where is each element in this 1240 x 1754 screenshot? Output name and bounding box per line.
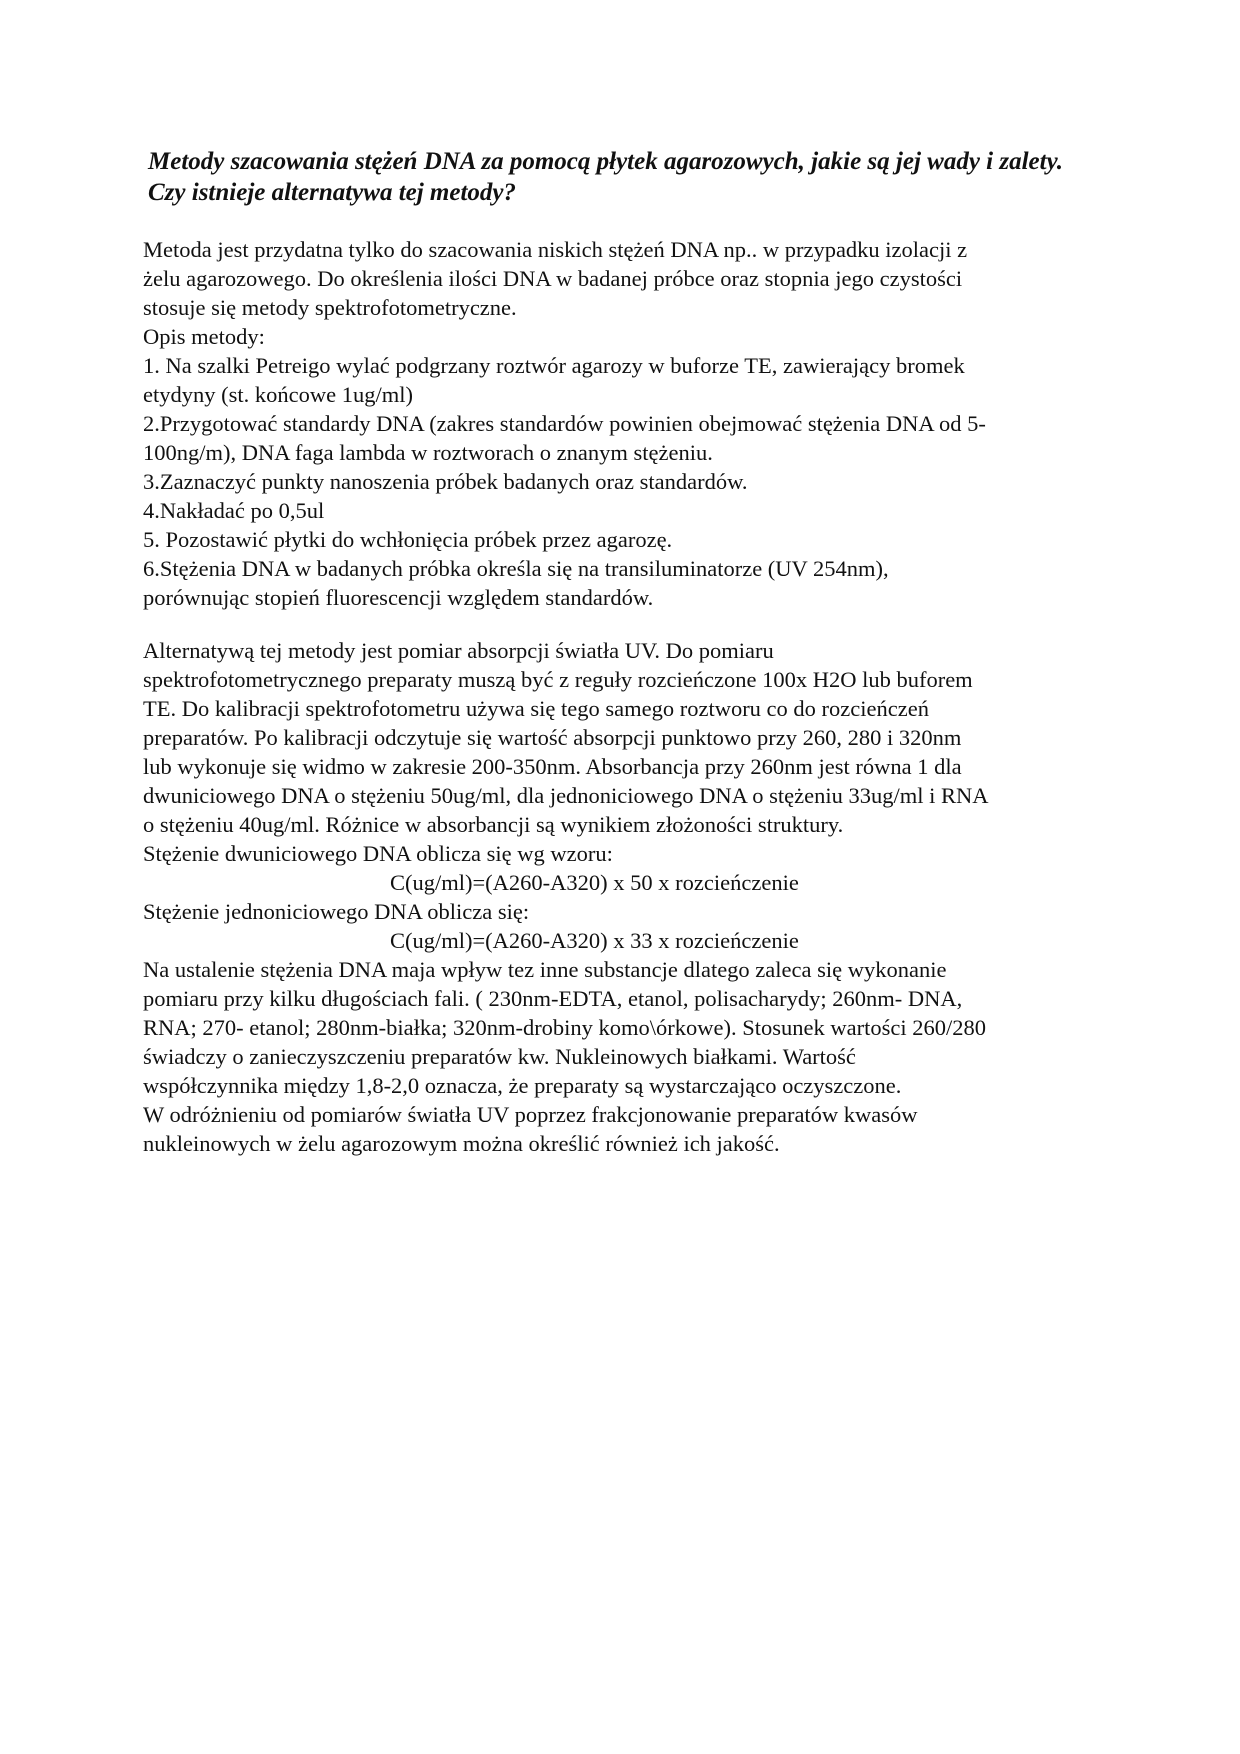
step-line: etydyny (st. końcowe 1ug/ml) xyxy=(143,382,413,407)
step-line: porównując stopień fluorescencji względem standardów. xyxy=(143,585,654,610)
text-line: spektrofotometrycznego preparaty muszą być z reguły rozcieńczone 100x H2O lub buforem xyxy=(143,667,973,692)
text-line: dwuniciowego DNA o stężeniu 50ug/ml, dla jednoniciowego DNA o stężeniu 33ug/ml i RNA xyxy=(143,783,989,808)
text-line: RNA; 270- etanol; 280nm-białka; 320nm-drobiny komo\órkowe). Stosunek wartości 260/280 xyxy=(143,1015,987,1040)
step-line: 100ng/m), DNA faga lambda w roztworach o znanym stężeniu. xyxy=(143,440,713,465)
text-line: lub wykonuje się widmo w zakresie 200-350nm. Absorbancja przy 260nm jest równa 1 dla xyxy=(143,754,962,779)
text-line: W odróżnieniu od pomiarów światła UV poprzez frakcjonowanie preparatów kwasów xyxy=(143,1102,918,1127)
text-line: pomiaru przy kilku długościach fali. ( 230nm-EDTA, etanol, polisacharydy; 260nm- DNA, xyxy=(143,986,963,1011)
text-line: nukleinowych w żelu agarozowym można określić również ich jakość. xyxy=(143,1131,780,1156)
step-line: 4.Nakładać po 0,5ul xyxy=(143,498,325,523)
text-line: stosuje się metody spektrofotometryczne. xyxy=(143,295,517,320)
document-title: Metody szacowania stężeń DNA za pomocą płytek agarozowych, jakie są jej wady i zalety. Czy istnieje alternatywa tej metody? xyxy=(148,148,1063,206)
formula-single-strand: C(ug/ml)=(A260-A320) x 33 x rozcieńczenie xyxy=(390,928,799,953)
text-line: TE. Do kalibracji spektrofotometru używa się tego samego roztworu co do rozcieńczeń xyxy=(143,696,929,721)
text-line: Na ustalenie stężenia DNA maja wpływ tez inne substancje dlatego zaleca się wykonanie xyxy=(143,957,947,982)
text-line: preparatów. Po kalibracji odczytuje się wartość absorpcji punktowo przy 260, 280 i 320nm xyxy=(143,725,962,750)
text-line: Metoda jest przydatna tylko do szacowania niskich stężeń DNA np.. w przypadku izolacji z xyxy=(143,237,968,262)
text-line: o stężeniu 40ug/ml. Różnice w absorbancji są wynikiem złożoności struktury. xyxy=(143,812,844,837)
step-line: 5. Pozostawić płytki do wchłonięcia próbek przez agarozę. xyxy=(143,527,673,552)
method-heading: Opis metody: xyxy=(143,324,265,349)
formula-double-strand: C(ug/ml)=(A260-A320) x 50 x rozcieńczenie xyxy=(390,870,799,895)
text-line: Stężenie jednoniciowego DNA oblicza się: xyxy=(143,899,530,924)
text-line: świadczy o zanieczyszczeniu preparatów kw. Nukleinowych białkami. Wartość xyxy=(143,1044,856,1069)
text-line: żelu agarozowego. Do określenia ilości DNA w badanej próbce oraz stopnia jego czystości xyxy=(143,266,963,291)
step-line: 1. Na szalki Petreigo wylać podgrzany roztwór agarozy w buforze TE, zawierający bromek xyxy=(143,353,965,378)
intro-section xyxy=(143,235,1103,612)
step-line: 2.Przygotować standardy DNA (zakres standardów powinien obejmować stężenia DNA od 5- xyxy=(143,411,986,436)
text-line: Stężenie dwuniciowego DNA oblicza się wg wzoru: xyxy=(143,841,613,866)
step-line: 3.Zaznaczyć punkty nanoszenia próbek badanych oraz standardów. xyxy=(143,469,748,494)
text-line: współczynnika między 1,8-2,0 oznacza, że preparaty są wystarczająco oczyszczone. xyxy=(143,1073,902,1098)
alternative-section xyxy=(143,636,1103,1158)
text-line: Alternatywą tej metody jest pomiar absorpcji światła UV. Do pomiaru xyxy=(143,638,774,663)
step-line: 6.Stężenia DNA w badanych próbka określa się na transiluminatorze (UV 254nm), xyxy=(143,556,889,581)
